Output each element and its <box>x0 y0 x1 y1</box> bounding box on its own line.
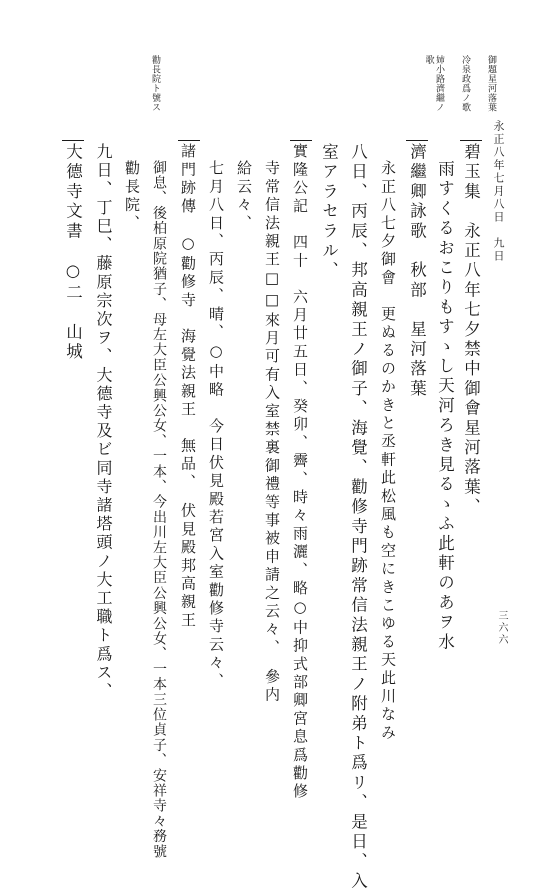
column-6: 室アラセラル、 <box>319 143 339 281</box>
running-title: 永正八年七月八日 九日 <box>492 120 505 263</box>
column-11: 諸門跡傳 ○勸修寺 海覺法親王 無品、 伏見殿邦高親王 <box>179 143 197 630</box>
column-2: 雨すくるおこりもすゝし天河ろき見るゝふ此軒のあヲ水 <box>435 160 455 653</box>
column-5: 八日、丙辰、邦高親王ノ御子、海覺、勸修寺門跡常信法親王ノ附弟ト爲リ、是日、入 <box>348 143 368 892</box>
column-12: 御息、後柏原院猶子、母左大臣公興公女、一本、今出川左大臣公興公女、一本三位貞子、安祥寺々務號 <box>151 160 167 860</box>
column-3: 濟繼卿詠歌 秋部 星河落葉 <box>407 143 427 400</box>
column-8: 寺常信法親王□□來月可有入室禁裏御禮等事被申請之云々、 參内 <box>263 160 281 705</box>
column-14: 九日、丁巳、藤原宗次ヲ、大德寺及ビ同寺諸塔頭ノ大工職ト爲ス、 <box>94 143 113 701</box>
bracket-top-4 <box>178 140 200 141</box>
column-7: 實隆公記 四十 六月廿五日、癸卯、霽、時々雨灑、略○中抑式部卿宮息爲勸修 <box>291 143 309 802</box>
bracket-top-1 <box>460 140 482 141</box>
bracket-top-2 <box>406 140 428 141</box>
margin-note-1: 御題星河落葉 <box>486 55 496 112</box>
margin-note-4: 勸長院ト號ス <box>150 55 160 112</box>
column-4: 永正八七夕御會 更ぬるのかきと丞軒此松風も空にきこゆる天此川なみ <box>379 160 397 743</box>
column-15: 大德寺文書 ○二 山城 <box>63 143 83 363</box>
column-13: 勸長院、 <box>123 160 141 233</box>
column-1: 碧玉集 永正八年七夕禁中御會星河落葉、 <box>461 143 481 518</box>
column-9: 給云々、 <box>235 160 253 233</box>
bracket-top-3 <box>290 140 312 141</box>
margin-note-2: 冷泉政爲ノ歌 <box>460 55 470 112</box>
column-10: 七月八日、丙辰、晴、○中略 今日伏見殿若宮入室勸修寺云々、 <box>207 160 225 691</box>
page-number: 三六六 <box>496 610 507 646</box>
margin-note-3: 姉小路濟繼ノ歌 <box>423 55 444 112</box>
bracket-top-5 <box>62 140 84 141</box>
